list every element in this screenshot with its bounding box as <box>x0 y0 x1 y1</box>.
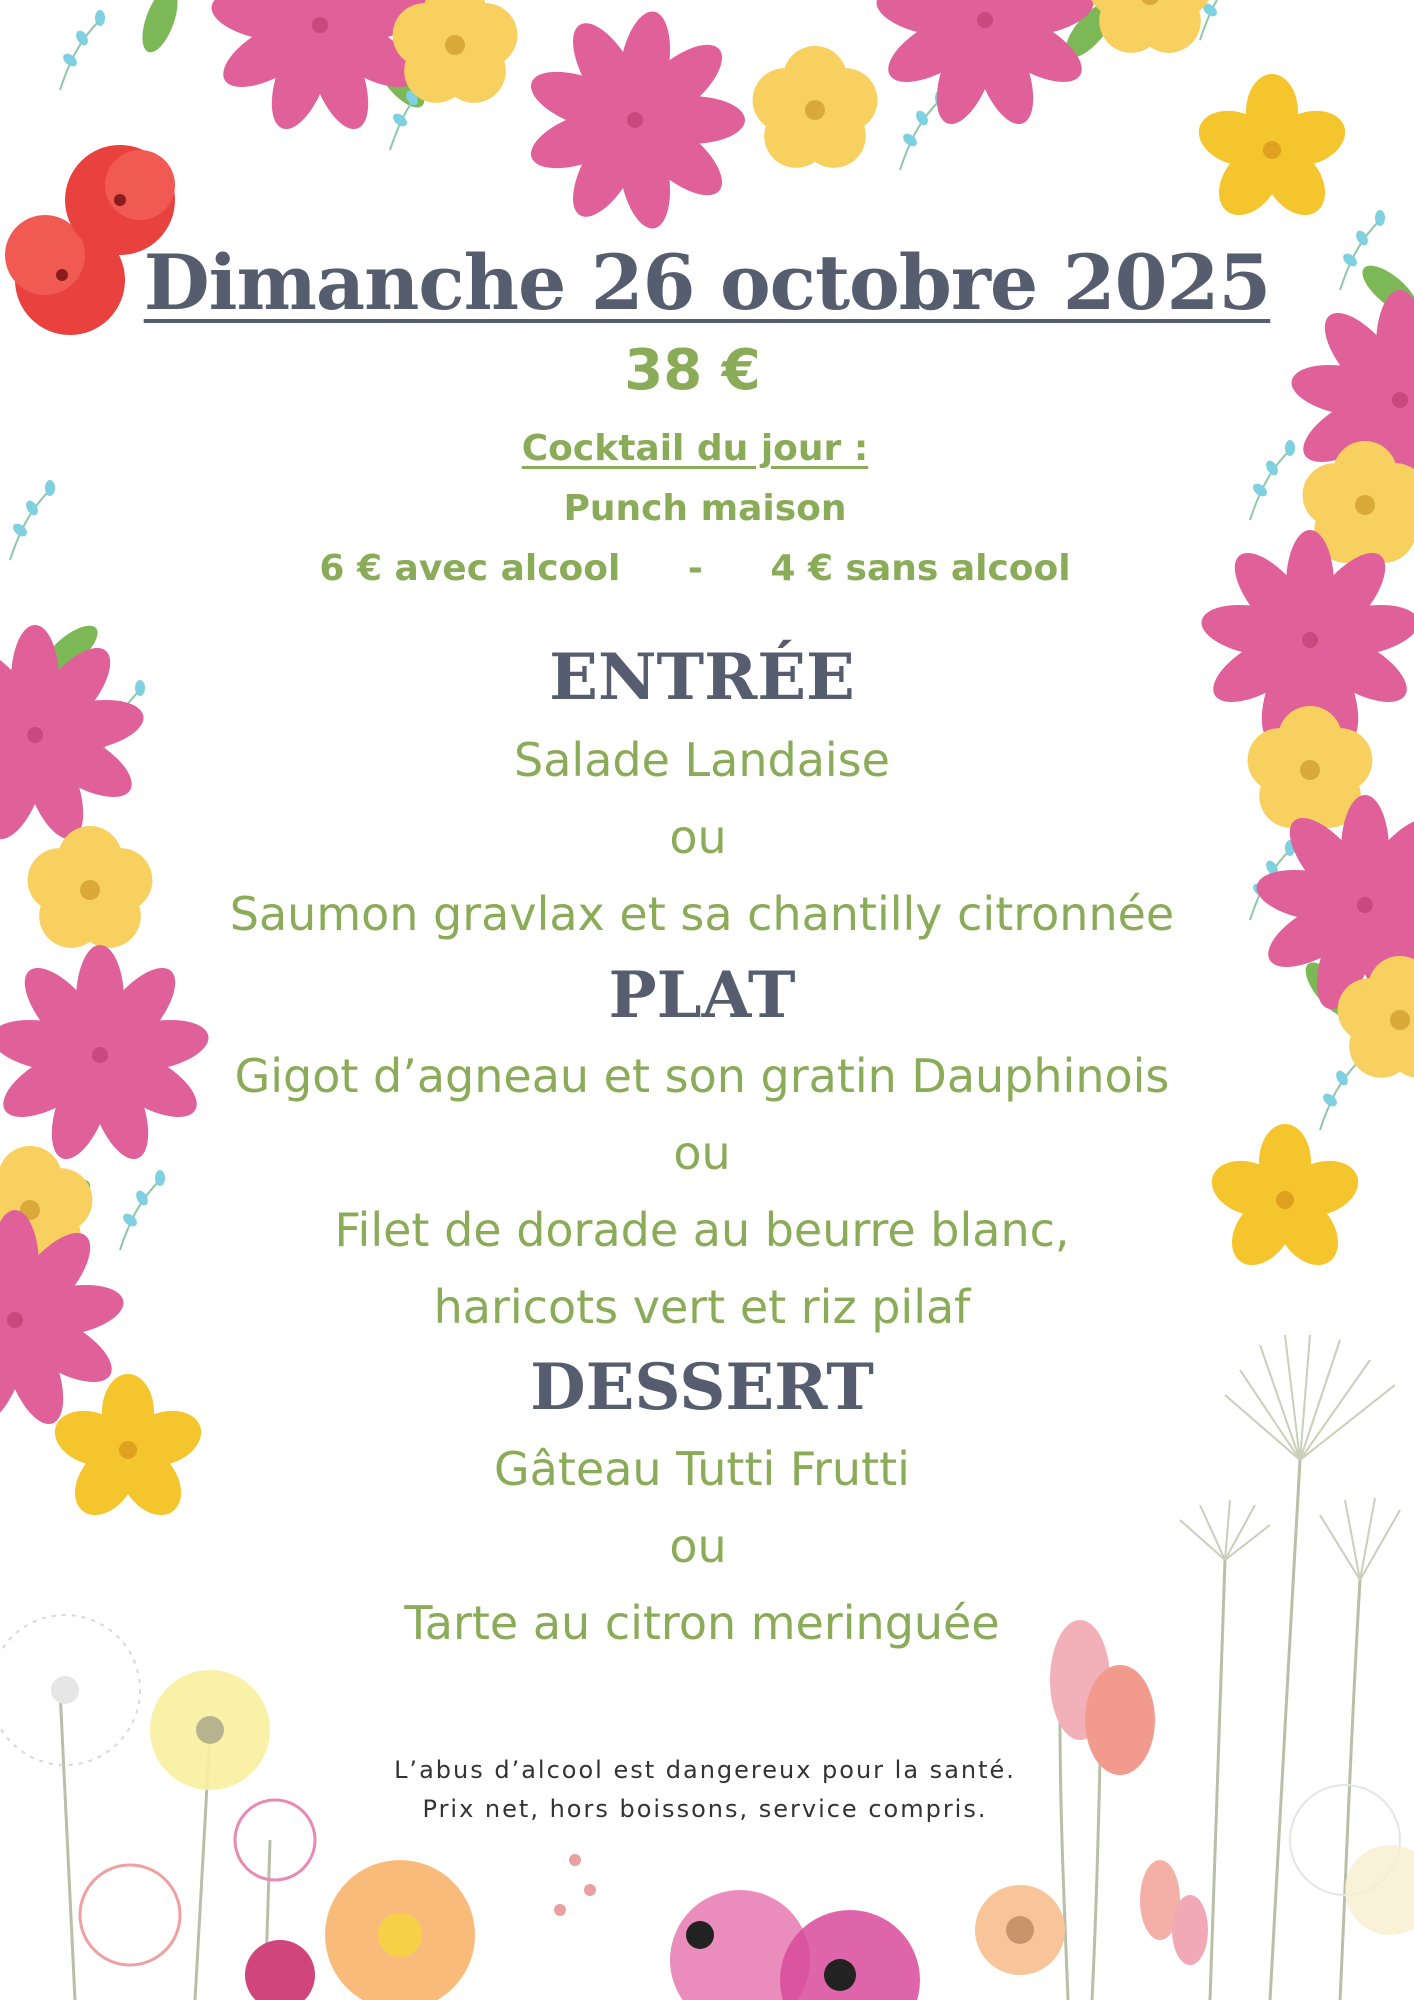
dish-entree-or: ou <box>669 810 727 864</box>
cocktail-price-alcohol: 6 € avec alcool <box>319 548 621 589</box>
menu-date: Dimanche 26 octobre 2025 <box>143 238 1271 327</box>
cocktail-prices <box>0 548 1390 589</box>
dish-entree-2: Saumon gravlax et sa chantilly citronnée <box>229 887 1175 941</box>
dish-dessert-2: Tarte au citron meringuée <box>404 1596 1000 1650</box>
dish-plat-2-line2: haricots vert et riz pilaf <box>433 1280 971 1334</box>
dish-plat-1: Gigot d’agneau et son gratin Dauphinois <box>234 1049 1170 1103</box>
cocktail-heading: Cocktail du jour : <box>521 428 869 469</box>
dish-plat-or: ou <box>673 1126 731 1180</box>
dish-dessert-1: Gâteau Tutti Frutti <box>494 1442 910 1496</box>
section-dessert: DESSERT <box>530 1350 874 1425</box>
section-plat: PLAT <box>608 958 796 1033</box>
dish-plat-2-line1: Filet de dorade au beurre blanc, <box>334 1203 1070 1257</box>
cocktail-price-no-alcohol: 4 € sans alcool <box>770 548 1071 589</box>
cocktail-name: Punch maison <box>563 488 847 529</box>
menu-price: 38 € <box>624 338 761 403</box>
cocktail-separator: - <box>687 548 703 589</box>
price-note: Prix net, hors boissons, service compris. <box>422 1795 988 1823</box>
dish-dessert-or: ou <box>669 1519 727 1573</box>
section-entree: ENTRÉE <box>549 640 855 715</box>
alcohol-warning: L’abus d’alcool est dangereux pour la santé. <box>394 1756 1016 1784</box>
dish-entree-1: Salade Landaise <box>514 733 890 787</box>
